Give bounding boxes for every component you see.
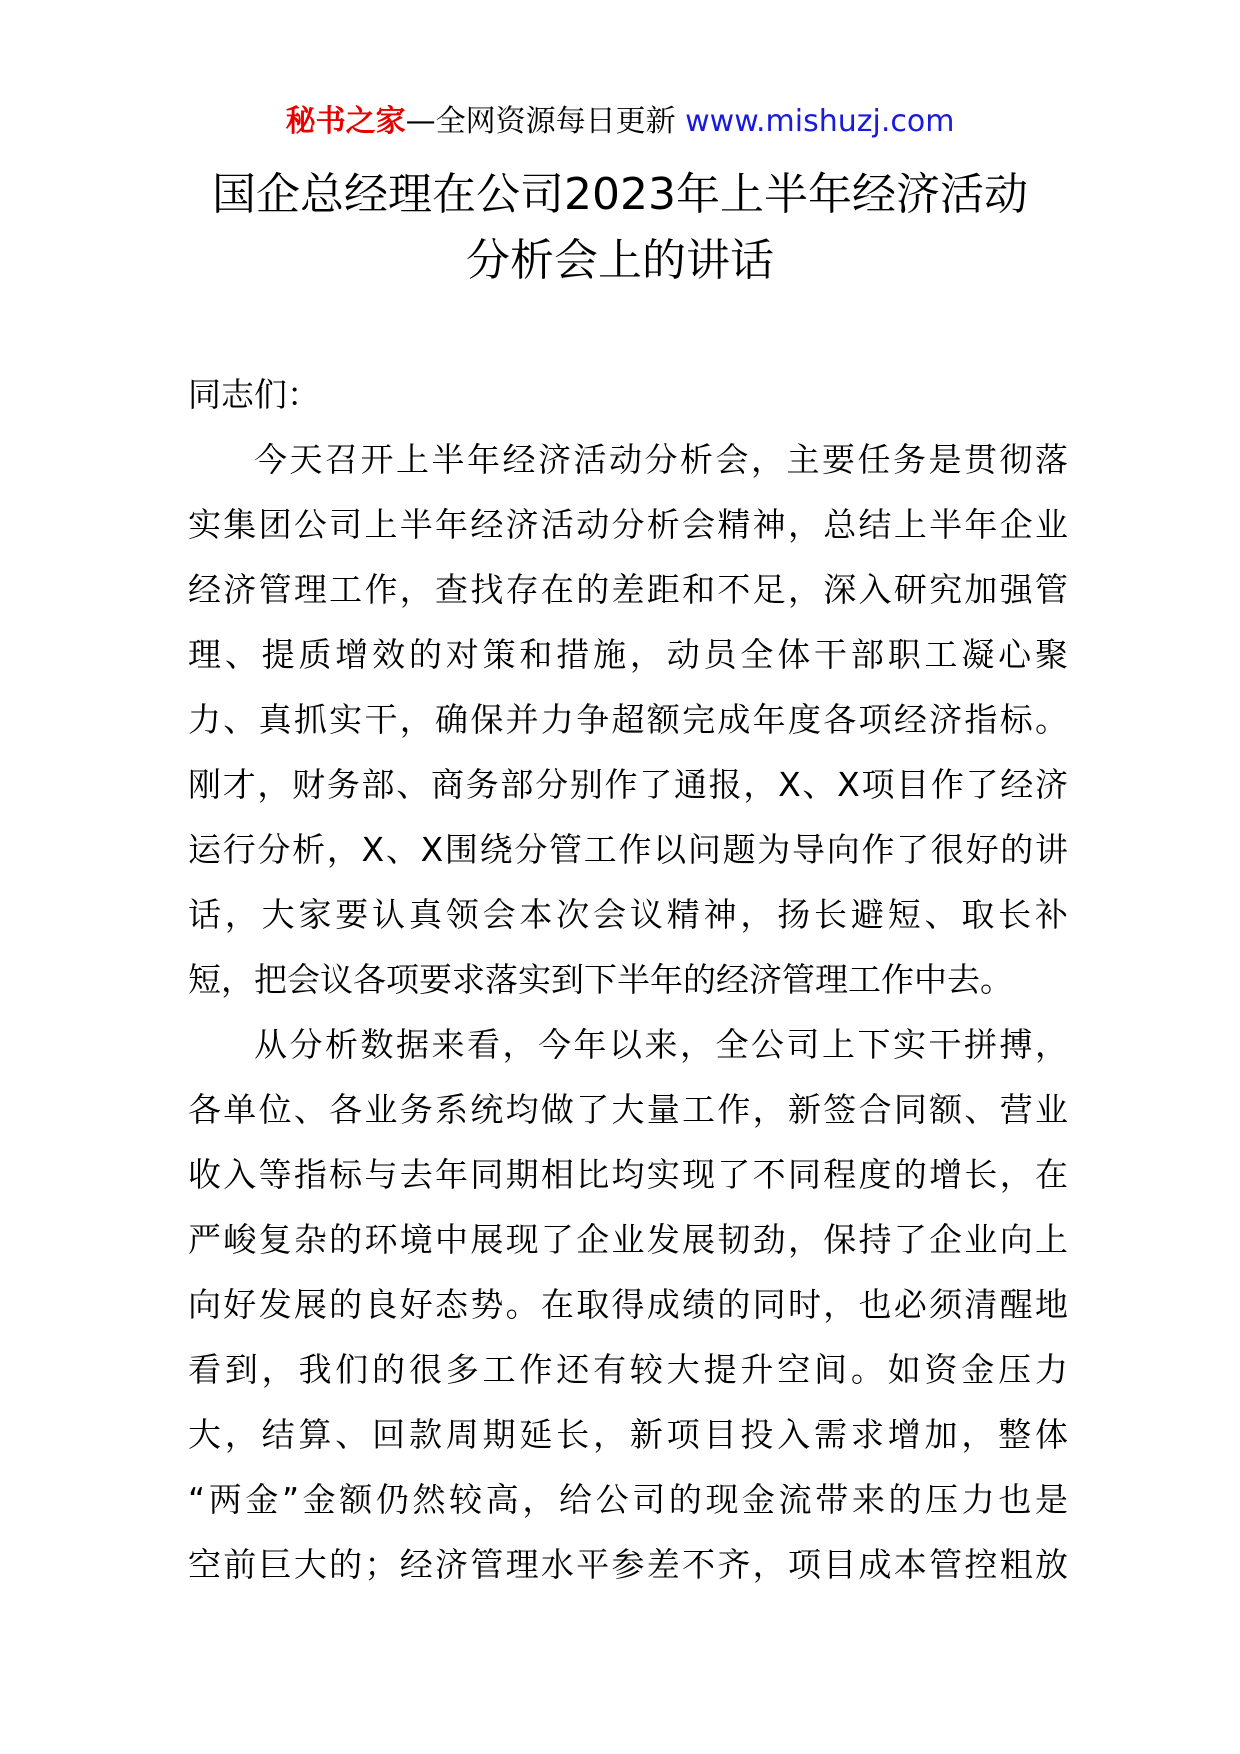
text-line: 从分析数据来看，今年以来，全公司上下实干拼搏， bbox=[254, 1025, 1068, 1064]
salutation: 同志们： bbox=[188, 375, 320, 414]
text-line: 向好发展的良好态势。在取得成绩的同时，也必须清醒地 bbox=[188, 1285, 1068, 1324]
text-line: 看到，我们的很多工作还有较大提升空间。如资金压力 bbox=[188, 1350, 1068, 1389]
document-title bbox=[150, 162, 1090, 294]
text-line: 力、真抓实干，确保并力争超额完成年度各项经济指标。 bbox=[188, 700, 1068, 739]
text-line: 话，大家要认真领会本次会议精神，扬长避短、取长补 bbox=[188, 895, 1068, 934]
text-line: 今天召开上半年经济活动分析会，主要任务是贯彻落 bbox=[254, 440, 1068, 479]
text-line: “两金”金额仍然较高，给公司的现金流带来的压力也是 bbox=[188, 1480, 1068, 1519]
title-line-2: 分析会上的讲话 bbox=[466, 235, 774, 286]
text-line: 理、提质增效的对策和措施，动员全体干部职工凝心聚 bbox=[188, 635, 1068, 674]
brand-name: 秘书之家 bbox=[285, 104, 406, 139]
text-line: 运行分析，X、X围绕分管工作以问题为导向作了很好的讲 bbox=[188, 830, 1068, 869]
document-body bbox=[188, 362, 1068, 1597]
text-line: 收入等指标与去年同期相比均实现了不同程度的增长，在 bbox=[188, 1155, 1068, 1194]
text-line: 空前巨大的；经济管理水平参差不齐，项目成本管控粗放 bbox=[188, 1545, 1068, 1584]
site-link[interactable]: www.mishuzj.com bbox=[685, 104, 955, 139]
text-line: 各单位、各业务系统均做了大量工作，新签合同额、营业 bbox=[188, 1090, 1068, 1129]
text-line: 短，把会议各项要求落实到下半年的经济管理工作中去。 bbox=[188, 960, 1013, 999]
text-line: 刚才，财务部、商务部分别作了通报，X、X项目作了经济 bbox=[188, 765, 1068, 804]
text-line: 大，结算、回款周期延长，新项目投入需求增加，整体 bbox=[188, 1415, 1068, 1454]
site-banner bbox=[0, 100, 1240, 144]
text-line: 严峻复杂的环境中展现了企业发展韧劲，保持了企业向上 bbox=[188, 1220, 1068, 1259]
text-line: 经济管理工作，查找存在的差距和不足，深入研究加强管 bbox=[188, 570, 1068, 609]
text-line: 实集团公司上半年经济活动分析会精神，总结上半年企业 bbox=[188, 505, 1068, 544]
banner-tagline: —全网资源每日更新 bbox=[405, 104, 676, 139]
title-line-1: 国企总经理在公司2023年上半年经济活动 bbox=[212, 169, 1028, 220]
